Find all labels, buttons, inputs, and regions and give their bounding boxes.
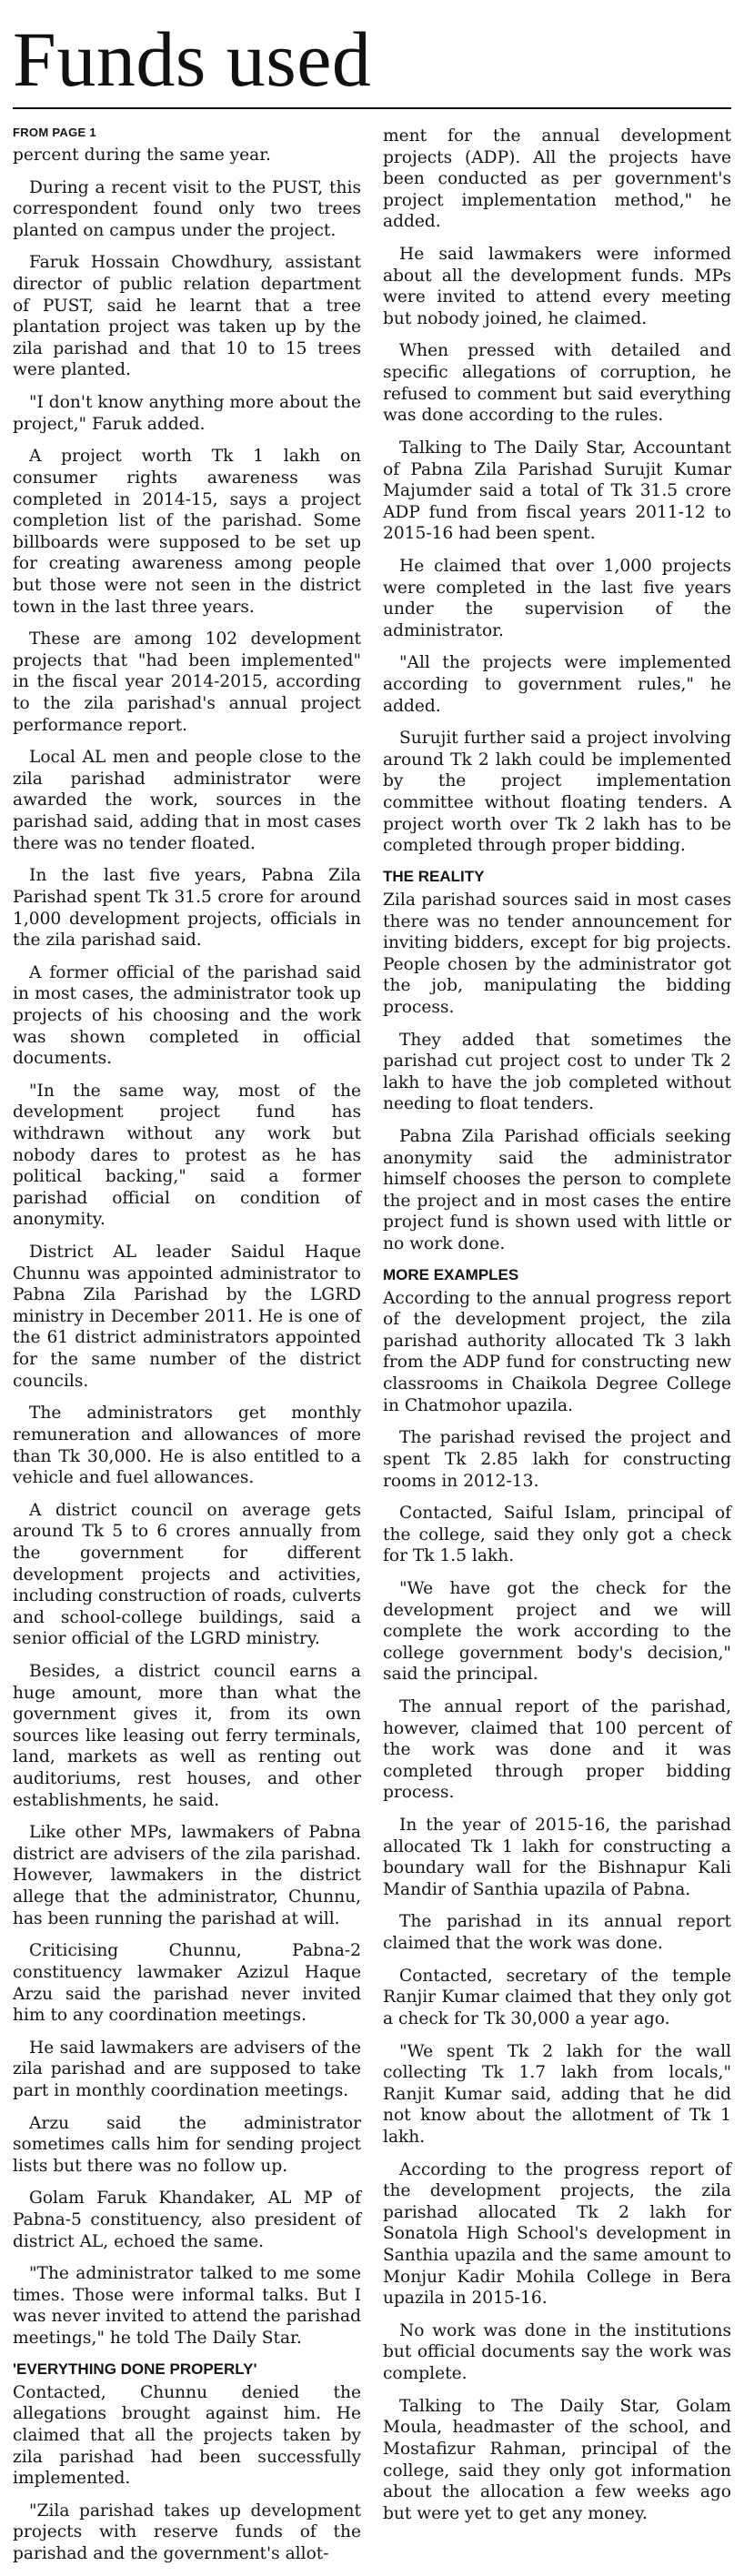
newspaper-page	[0, 15, 744, 2563]
paragraph: "Zila parishad takes up development projects with reserve funds of the parishad and the government's allot-	[13, 2501, 361, 2563]
column-right-paragraphs	[383, 126, 731, 857]
paragraph: Contacted, Chunnu denied the allegations brought against him. He claimed that all the projects taken by zila parishad had been successfully implemented.	[13, 2382, 361, 2489]
subhead-the-reality: THE REALITY	[383, 867, 485, 885]
column-left-paragraphs-b	[13, 2382, 361, 2565]
paragraph: Besides, a district council earns a huge amount, more than what the government gives it, from its own sources like leasing out ferry terminals, land, markets as well as renting out auditoriums, rest houses, and other establishments, he said.	[13, 1662, 361, 1810]
paragraph: These are among 102 development projects that "had been implemented" in the fiscal year 2014-2015, according to the zila parishad's annual project performance report.	[13, 629, 361, 735]
paragraph: Contacted, secretary of the temple Ranjir Kumar claimed that they only got a check for Tk 30,000 a year ago.	[383, 1966, 731, 2028]
paragraph: "In the same way, most of the development project fund has withdrawn without any work but nobody dares to protest as he has political backing," said a former parishad official on condition of anonymity.	[13, 1081, 361, 1230]
paragraph: Zila parishad sources said in most cases there was no tender announcement for inviting bidders, except for big projects. People chosen by the administrator got the job, manipulating the bidding process.	[383, 890, 731, 1017]
paragraph: A project worth Tk 1 lakh on consumer rights awareness was completed in 2014-15, says a project completion list of the parishad. Some billboards were supposed to be set up for creating awareness among people but those were not seen in the district town in the last three years.	[13, 447, 361, 617]
paragraph: "We spent Tk 2 lakh for the wall collecting Tk 1.7 lakh from locals," Ranjit Kumar said, adding that he did not know about the allotment of Tk 1 lakh.	[383, 2041, 731, 2147]
paragraph: Talking to The Daily Star, Accountant of Pabna Zila Parishad Surujit Kumar Majumder said a total of Tk 31.5 crore ADP fund from fiscal years 2011-12 to 2015-16 had been spent.	[383, 438, 731, 544]
paragraph: A former official of the parishad said in most cases, the administrator took up projects of his choosing and the work was shown completed in official documents.	[13, 962, 361, 1069]
paragraph: ment for the annual development projects (ADP). All the projects have been conducted as per government's project implementation method," he added.	[383, 126, 731, 232]
paragraph: The parishad revised the project and spent Tk 2.85 lakh for constructing rooms in 2012-13.	[383, 1428, 731, 1491]
column-right-paragraphs-c	[383, 1288, 731, 2525]
paragraph: The annual report of the parishad, however, claimed that 100 percent of the work was done and it was completed through proper bidding process.	[383, 1697, 731, 1803]
column-left-paragraphs	[13, 145, 361, 2350]
column-right-paragraphs-b	[383, 890, 731, 1255]
kicker: FROM PAGE 1	[13, 126, 96, 139]
paragraph: Talking to The Daily Star, Golam Moula, headmaster of the school, and Mostafizur Rahman, principal of the college, said they only got information about the allocation a few weeks ago but were yet to get any money.	[383, 2396, 731, 2523]
paragraph: "I don't know anything more about the project," Faruk added.	[13, 393, 362, 434]
paragraph: He said lawmakers are advisers of the zila parishad and are supposed to take part in monthly coordination meetings.	[13, 2038, 361, 2100]
paragraph: Contacted, Saiful Islam, principal of the college, said they only got a check for Tk 1.5 lakh.	[383, 1504, 731, 1566]
paragraph: When pressed with detailed and specific allegations of corruption, he refused to comment but said everything was done according to the rules.	[383, 341, 731, 426]
paragraph: The administrators get monthly remuneration and allowances of more than Tk 30,000. He is also entitled to a vehicle and fuel allowances.	[13, 1404, 361, 1488]
paragraph: Golam Faruk Khandaker, AL MP of Pabna-5 constituency, also president of district AL, echoed the same.	[13, 2189, 361, 2251]
article-body	[13, 126, 731, 2576]
paragraph: Local AL men and people close to the zila parishad administrator were awarded the work, sources in the parishad said, adding that in most cases there was no tender floated.	[13, 748, 361, 853]
paragraph: In the last five years, Pabna Zila Parishad spent Tk 31.5 crore for around 1,000 development projects, officials in the zila parishad said.	[13, 866, 361, 951]
paragraph: "The administrator talked to me some times. Those were informal talks. But I was never invited to attend the parishad meetings," he told The Daily Star.	[13, 2264, 361, 2349]
paragraph: percent during the same year.	[13, 146, 271, 165]
paragraph: Arzu said the administrator sometimes calls him for sending project lists but there was no follow up.	[13, 2113, 361, 2176]
paragraph: He claimed that over 1,000 projects were completed in the last five years under the supervision of the administrator.	[383, 556, 731, 640]
headline-rule	[13, 107, 731, 109]
paragraph: He said lawmakers were informed about all the development funds. MPs were invited to attend every meeting but nobody joined, he claimed.	[383, 245, 731, 328]
paragraph: They added that sometimes the parishad cut project cost to under Tk 2 lakh to have the job completed without needing to float tenders.	[383, 1030, 731, 1114]
paragraph: District AL leader Saidul Haque Chunnu was appointed administrator to Pabna Zila Parishad by the LGRD ministry in December 2011. He is one of the 61 district administrators appointed for the same number of the district councils.	[13, 1243, 361, 1391]
paragraph: Surujit further said a project involving around Tk 2 lakh could be implemented by the project implementation committee without floating tenders. A project worth over Tk 2 lakh has to be completed through proper bidding.	[383, 729, 731, 856]
paragraph: "All the projects were implemented according to government rules," he added.	[383, 653, 731, 716]
subhead-everything-done-properly: 'EVERYTHING DONE PROPERLY'	[13, 2360, 257, 2378]
paragraph: A district council on average gets around Tk 5 to 6 crores annually from the government for different development projects and activities, including construction of roads, culverts and school-college buildings, said a senior official of the LGRD ministry.	[13, 1500, 361, 1649]
paragraph: "We have got the check for the development project and we will complete the work according to the college government body's decision," said the principal.	[383, 1578, 731, 1685]
paragraph: During a recent visit to the PUST, this correspondent found only two trees planted on campus under the project.	[13, 177, 361, 240]
paragraph: The parishad in its annual report claimed that the work was done.	[383, 1912, 731, 1954]
paragraph: Like other MPs, lawmakers of Pabna district are advisers of the zila parishad. However, lawmakers in the district allege that the administrator, Chunnu, has been running the parishad at will.	[13, 1823, 361, 1928]
paragraph: Criticising Chunnu, Pabna-2 constituency lawmaker Azizul Haque Arzu said the parishad never invited him to any coordination meetings.	[13, 1941, 361, 2026]
paragraph: No work was done in the institutions but official documents say the work was complete.	[383, 2320, 731, 2384]
headline: Funds used	[13, 15, 372, 103]
paragraph: Pabna Zila Parishad officials seeking anonymity said the administrator himself chooses the person to complete the project and in most cases the entire project fund is shown used with little or no work done.	[383, 1126, 731, 1254]
subhead-more-examples: MORE EXAMPLES	[383, 1265, 519, 1283]
column-left	[13, 126, 361, 2576]
paragraph: In the year of 2015-16, the parishad allocated Tk 1 lakh for constructing a boundary wall for the Bishnapur Kali Mandir of Santhia upazila of Pabna.	[383, 1816, 731, 1899]
paragraph: Faruk Hossain Chowdhury, assistant director of public relation department of PUST, said he learnt that a tree plantation project was taken up by the zila parishad and that 10 to 15 trees were planted.	[13, 253, 361, 380]
column-right	[383, 126, 731, 2576]
paragraph: According to the annual progress report of the development project, the zila parishad authority allocated Tk 3 lakh from the ADP fund for constructing new classrooms in Chaikola Degree College in Chatmohor upazila.	[383, 1288, 731, 1415]
paragraph: According to the progress report of the development projects, the zila parishad allocated Tk 2 lakh for Sonatola High School's development in Santhia upazila and the same amount to Monjur Kadir Mohila College in Bera upazila in 2015-16.	[383, 2159, 731, 2309]
